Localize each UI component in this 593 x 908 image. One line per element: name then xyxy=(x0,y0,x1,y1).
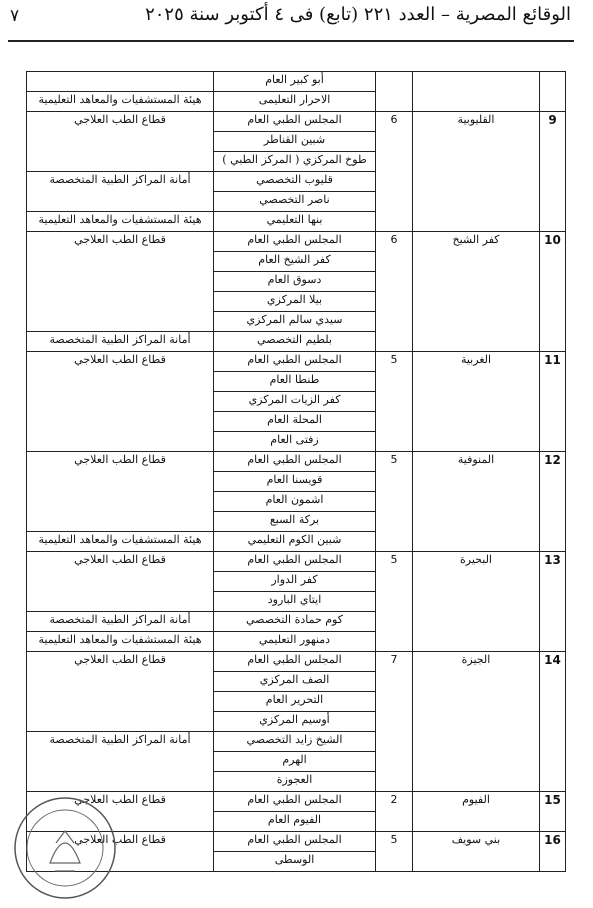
header-rule xyxy=(8,40,574,42)
hospital-name-cell: دمنهور التعليمي xyxy=(214,632,376,652)
hospital-name-cell: بنها التعليمي xyxy=(214,212,376,232)
sector-cell: قطاع الطب العلاجي xyxy=(27,832,214,872)
hospital-count-cell: 5 xyxy=(376,452,413,552)
hospital-count-cell: 5 xyxy=(376,832,413,872)
official-seal xyxy=(10,793,120,903)
hospital-name-cell: بلطيم التخصصي xyxy=(214,332,376,352)
governorate-cell: الفيوم xyxy=(413,792,540,832)
hospital-name-cell: كفر الشيخ العام xyxy=(214,252,376,272)
table-row xyxy=(27,452,566,472)
sector-cell: أمانة المراكز الطبية المتخصصة xyxy=(27,612,214,632)
governorate-cell: كفر الشيخ xyxy=(413,232,540,352)
hospital-name-cell: سيدي سالم المركزي xyxy=(214,312,376,332)
hospital-name-cell: زفتى العام xyxy=(214,432,376,452)
hospital-name-cell: المجلس الطبي العام xyxy=(214,552,376,572)
page-header xyxy=(0,0,593,40)
sector-cell: هيئة المستشفيات والمعاهد التعليمية xyxy=(27,212,214,232)
sector-cell: قطاع الطب العلاجي xyxy=(27,652,214,732)
table-row xyxy=(27,352,566,372)
hospital-name-cell: الوسطى xyxy=(214,852,376,872)
hospital-name-cell: قويسنا العام xyxy=(214,472,376,492)
sector-cell: قطاع الطب العلاجي xyxy=(27,792,214,832)
hospital-name-cell: العجوزة xyxy=(214,772,376,792)
sector-cell: قطاع الطب العلاجي xyxy=(27,452,214,532)
page-number: ٧ xyxy=(10,6,20,26)
hospital-name-cell: المجلس الطبي العام xyxy=(214,232,376,252)
governorate-cell: المنوفية xyxy=(413,452,540,552)
sector-cell: قطاع الطب العلاجي xyxy=(27,352,214,452)
hospital-name-cell: كفر الزيات المركزي xyxy=(214,392,376,412)
sector-cell: قطاع الطب العلاجي xyxy=(27,232,214,332)
hospital-name-cell: طنطا العام xyxy=(214,372,376,392)
sector-cell: هيئة المستشفيات والمعاهد التعليمية xyxy=(27,532,214,552)
hospital-name-cell: الفيوم العام xyxy=(214,812,376,832)
hospital-name-cell: الصف المركزي xyxy=(214,672,376,692)
governorate-cell: البحيرة xyxy=(413,552,540,652)
row-number: 11 xyxy=(540,352,566,452)
table-row xyxy=(27,112,566,132)
hospital-name-cell: المجلس الطبي العام xyxy=(214,352,376,372)
hospital-name-cell: طوخ المركزي ( المركز الطبي ) xyxy=(214,152,376,172)
hospital-name-cell: دسوق العام xyxy=(214,272,376,292)
hospital-name-cell: أوسيم المركزي xyxy=(214,712,376,732)
row-number: 16 xyxy=(540,832,566,872)
hospital-count-cell: 6 xyxy=(376,232,413,352)
sector-cell: أمانة المراكز الطبية المتخصصة xyxy=(27,332,214,352)
row-number: 12 xyxy=(540,452,566,552)
row-number: 9 xyxy=(540,112,566,232)
hospital-name-cell: بيلا المركزي xyxy=(214,292,376,312)
row-number: 10 xyxy=(540,232,566,352)
sector-cell: قطاع الطب العلاجي xyxy=(27,112,214,172)
hospital-count-cell: 5 xyxy=(376,352,413,452)
governorate-cell: الجيزة xyxy=(413,652,540,792)
sector-cell: قطاع الطب العلاجي xyxy=(27,552,214,612)
table-body xyxy=(27,72,566,872)
sector-cell: هيئة المستشفيات والمعاهد التعليمية xyxy=(27,92,214,112)
hospital-name-cell: اشمون العام xyxy=(214,492,376,512)
table-row xyxy=(27,652,566,672)
row-number: 13 xyxy=(540,552,566,652)
sector-cell: هيئة المستشفيات والمعاهد التعليمية xyxy=(27,632,214,652)
hospitals-table xyxy=(26,71,566,872)
running-title: الوقائع المصرية – العدد ٢٢١ (تابع) فى ٤ أكتوبر سنة ٢٠٢٥ xyxy=(145,4,571,25)
hospital-name-cell: شبين القناطر xyxy=(214,132,376,152)
row-number xyxy=(540,72,566,112)
table-row xyxy=(27,72,566,92)
governorate-cell: القليوبية xyxy=(413,112,540,232)
hospital-name-cell: كفر الدوار xyxy=(214,572,376,592)
hospital-count-cell: 7 xyxy=(376,652,413,792)
table-row xyxy=(27,552,566,572)
hospital-name-cell: شبين الكوم التعليمي xyxy=(214,532,376,552)
hospital-count-cell: 5 xyxy=(376,552,413,652)
hospital-name-cell: أبو كبير العام xyxy=(214,72,376,92)
watermark xyxy=(0,241,13,313)
hospital-name-cell: المجلس الطبي العام xyxy=(214,112,376,132)
governorate-cell xyxy=(413,72,540,112)
hospital-name-cell: المحلة العام xyxy=(214,412,376,432)
row-number: 15 xyxy=(540,792,566,832)
hospital-count-cell: 6 xyxy=(376,112,413,232)
hospital-count-cell: 2 xyxy=(376,792,413,832)
hospital-name-cell: المجلس الطبي العام xyxy=(214,792,376,812)
hospital-name-cell: بركة السبع xyxy=(214,512,376,532)
hospital-name-cell: ناصر التخصصي xyxy=(214,192,376,212)
table-row xyxy=(27,232,566,252)
hospital-name-cell: المجلس الطبي العام xyxy=(214,652,376,672)
hospital-name-cell: المجلس الطبي العام xyxy=(214,832,376,852)
governorate-cell: بني سويف xyxy=(413,832,540,872)
hospital-name-cell: الاحرار التعليمى xyxy=(214,92,376,112)
sector-cell: أمانة المراكز الطبية المتخصصة xyxy=(27,172,214,212)
hospital-count-cell xyxy=(376,72,413,112)
hospital-name-cell: قليوب التخصصي xyxy=(214,172,376,192)
sector-cell xyxy=(27,72,214,92)
hospital-name-cell: ايتاي البارود xyxy=(214,592,376,612)
hospital-name-cell: المجلس الطبي العام xyxy=(214,452,376,472)
hospital-name-cell: الهرم xyxy=(214,752,376,772)
hospital-name-cell: كوم حمادة التخصصي xyxy=(214,612,376,632)
hospital-name-cell: الشيخ زايد التخصصي xyxy=(214,732,376,752)
hospital-name-cell: التحرير العام xyxy=(214,692,376,712)
sector-cell: أمانة المراكز الطبية المتخصصة xyxy=(27,732,214,792)
row-number: 14 xyxy=(540,652,566,792)
governorate-cell: الغربية xyxy=(413,352,540,452)
